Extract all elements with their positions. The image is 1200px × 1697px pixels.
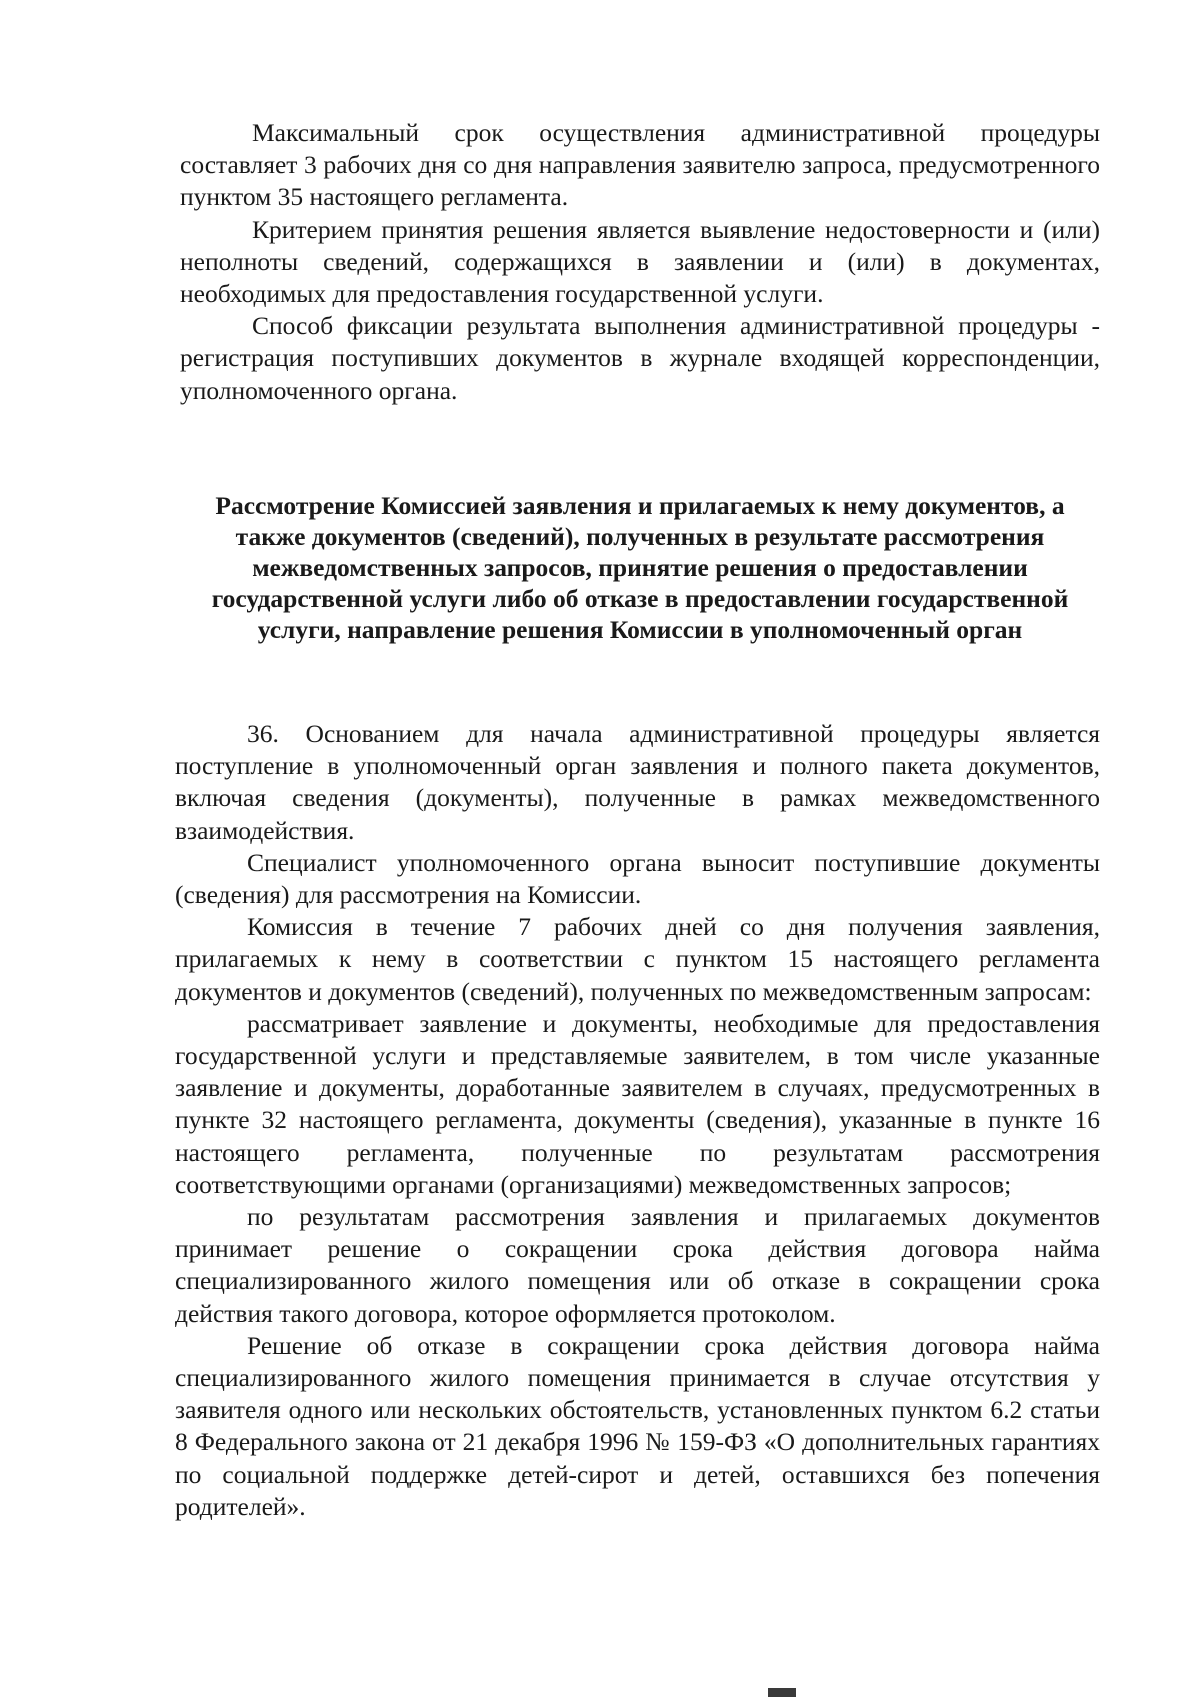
paragraph-max-term: Максимальный срок осуществления административной процедуры составляет 3 рабочих дня со дня направления заявителю запроса, предусмотренного пунктом 35 настоящего регламента.	[180, 118, 1100, 212]
section-heading: Рассмотрение Комиссией заявления и прилагаемых к нему документов, а также документов (сведений), полученных в результате рассмотрения межведомственных запросов, принятие решения о предоставлении государственной услуги либо об отказе в предоставлении государственной услуги, направление решения Комиссии в уполномоченный орган	[211, 491, 1069, 644]
body-text-block	[175, 718, 1100, 1523]
paragraph-commission-term: Комиссия в течение 7 рабочих дней со дня получения заявления, прилагаемых к нему в соответствии с пунктом 15 настоящего регламента документов и документов (сведений), полученных по межведомственным запросам:	[175, 912, 1100, 1006]
page-edge-mark	[768, 1688, 796, 1697]
paragraph-specialist: Специалист уполномоченного органа выносит поступившие документы (сведения) для рассмотрения на Комиссии.	[175, 847, 1100, 910]
paragraph-decides: по результатам рассмотрения заявления и прилагаемых документов принимает решение о сокращении срока действия договора найма специализированного жилого помещения или об отказе в сокращении срока действия такого договора, которое оформляется протоколом.	[175, 1202, 1100, 1328]
paragraph-36-basis: 36. Основанием для начала административной процедуры является поступление в уполномоченный орган заявления и полного пакета документов, включая сведения (документы), полученные в рамках межведомственного взаимодействия.	[175, 719, 1100, 845]
paragraph-fixation-method: Способ фиксации результата выполнения административной процедуры - регистрация поступивших документов в журнале входящей корреспонденции, уполномоченного органа.	[180, 311, 1100, 405]
paragraph-decision-criterion: Критерием принятия решения является выявление недостоверности и (или) неполноты сведений, содержащихся в заявлении и (или) в документах, необходимых для предоставления государственной услуги.	[180, 214, 1100, 309]
top-text-block	[180, 117, 1100, 407]
paragraph-refusal-decision: Решение об отказе в сокращении срока действия договора найма специализированного жилого помещения принимается в случае отсутствия у заявителя одного или нескольких обстоятельств, установленных пунктом 6.2 статьи 8 Федерального закона от 21 декабря 1996 № 159-ФЗ «О дополнительных гарантиях по социальной поддержке детей-сирот и детей, оставшихся без попечения родителей».	[175, 1330, 1100, 1521]
paragraph-reviews: рассматривает заявление и документы, необходимые для предоставления государственной услуги и представляемые заявителем, в том числе указанные заявление и документы, доработанные заявителем в случаях, предусмотренных в пункте 32 настоящего регламента, документы (сведения), указанные в пункте 16 настоящего регламента, полученные по результатам рассмотрения соответствующими органами (организациями) межведомственных запросов;	[175, 1008, 1100, 1199]
